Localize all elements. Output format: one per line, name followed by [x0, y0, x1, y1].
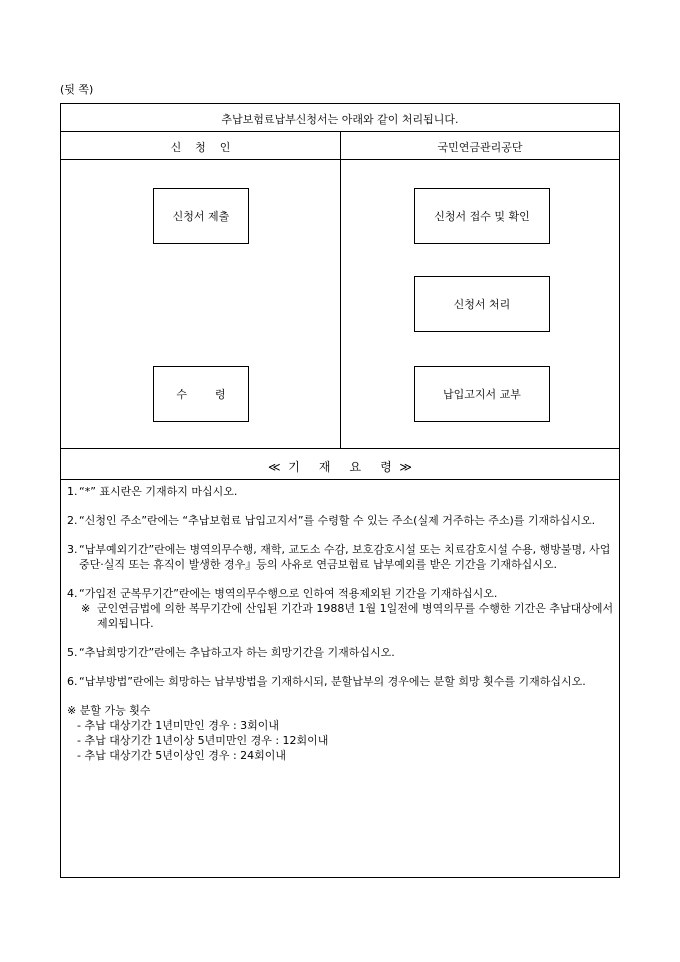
issue-notice-box: 납입고지서 교부	[414, 366, 550, 422]
split-payment-item: - 추납 대상기간 5년이상인 경우 : 24회이내	[77, 749, 287, 762]
instruction-item	[67, 542, 615, 572]
split-payment-item: - 추납 대상기간 1년이상 5년미만인 경우 : 12회이내	[77, 734, 329, 747]
instruction-item	[67, 645, 615, 660]
divider	[61, 448, 619, 449]
instruction-number: 5.	[67, 646, 78, 659]
instruction-number: 3.	[67, 543, 78, 556]
subnote-text: 군인연금법에 의한 복무기간에 산입된 기간과 1988년 1월 1일전에 병역의무를 수행한 기간은 추납대상에서 제외됩니다.	[97, 602, 614, 630]
instruction-subnote	[79, 601, 615, 631]
instruction-text: “가입전 군복무기간”란에는 병역의무수행으로 인하여 적용제외된 기간을 기재하십시오.	[79, 587, 498, 600]
instruction-number: 1.	[67, 485, 78, 498]
split-payment-item: - 추납 대상기간 1년미만인 경우 : 3회이내	[77, 719, 280, 732]
instruction-text: “추납희망기간”란에는 추납하고자 하는 희망기간을 기재하십시오.	[79, 646, 395, 659]
instruction-item	[67, 484, 615, 499]
notes-title: ≪ 기 재 요 령 ≫	[268, 460, 412, 474]
submit-application-box: 신청서 제출	[153, 188, 249, 244]
process-form	[60, 103, 620, 878]
instruction-text: “납부방법”란에는 희망하는 납부방법을 기재하시되, 분할납부의 경우에는 분할 희망 횟수를 기재하십시오.	[79, 675, 586, 688]
instruction-number: 6.	[67, 675, 78, 688]
instruction-text: “신청인 주소”란에는 “추납보험료 납입고지서”를 수령할 수 있는 주소(실제 거주하는 주소)를 기재하십시오.	[79, 514, 596, 527]
process-application-box: 신청서 처리	[414, 276, 550, 332]
reference-mark: ※	[81, 602, 91, 615]
applicant-column-header: 신 청 인	[170, 141, 231, 154]
instruction-item	[67, 674, 615, 689]
receive-box: 수 령	[153, 366, 249, 422]
instruction-item	[67, 513, 615, 528]
agency-column-header: 국민연금관리공단	[437, 141, 523, 154]
process-title: 추납보험료납부신청서는 아래와 같이 처리됩니다.	[221, 113, 459, 126]
back-page-label: (뒷 쪽)	[60, 83, 94, 96]
instruction-number: 2.	[67, 514, 78, 527]
instruction-text: “납부예외기간”란에는 병역의무수행, 재학, 교도소 수감, 보호감호시설 또는 치료감호시설 수용, 행방불명, 사업중단·실직 또는 휴직이 발생한 경우』등의 사유로 연금보험료 납부예외를 받은 기간을 기재하십시오.	[79, 543, 611, 571]
divider	[61, 479, 619, 480]
instruction-number: 4.	[67, 587, 78, 600]
instruction-item	[67, 586, 615, 631]
split-payment-title: ※ 분할 가능 횟수	[67, 704, 151, 717]
column-divider	[340, 131, 341, 448]
instructions-list	[67, 484, 615, 763]
instruction-text: “*” 표시란은 기재하지 마십시오.	[79, 485, 238, 498]
accept-verify-box: 신청서 접수 및 확인	[414, 188, 550, 244]
